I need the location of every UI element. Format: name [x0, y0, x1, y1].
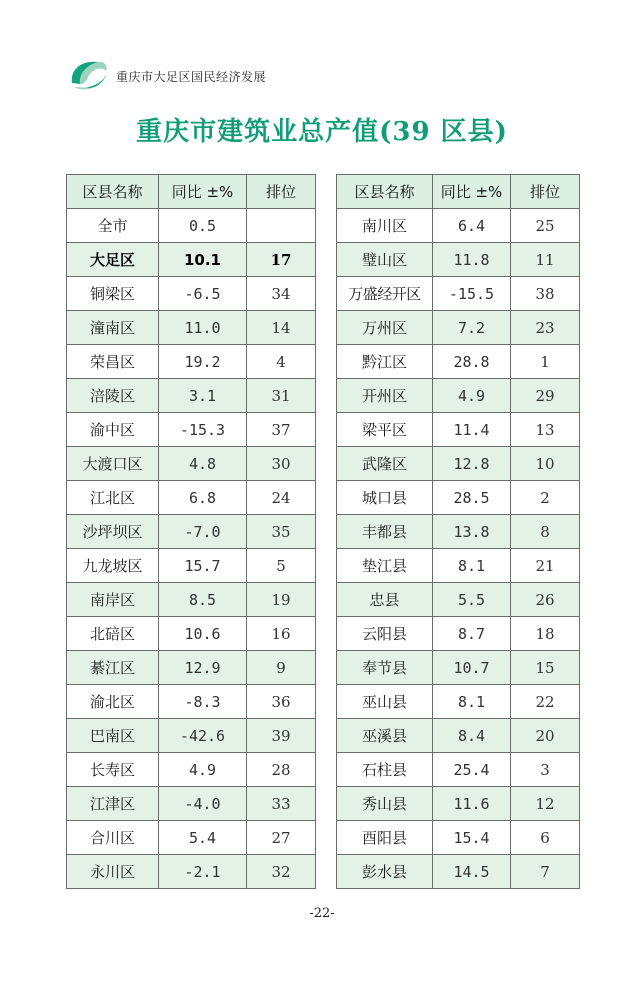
rank-cell: 9 — [247, 651, 316, 685]
table-row — [337, 787, 580, 821]
table-row — [337, 345, 580, 379]
rank-cell: 23 — [511, 311, 580, 345]
yoy-change-cell: 28.5 — [433, 481, 511, 515]
yoy-change-cell: 7.2 — [433, 311, 511, 345]
rank-cell: 11 — [511, 243, 580, 277]
table-row — [67, 651, 316, 685]
table-row — [337, 651, 580, 685]
rank-cell: 29 — [511, 379, 580, 413]
page-title: 重庆市建筑业总产值(39 区县) — [136, 117, 508, 147]
rank-cell: 12 — [511, 787, 580, 821]
table-row — [67, 345, 316, 379]
yoy-change-cell: 12.8 — [433, 447, 511, 481]
district-name-cell: 北碚区 — [67, 617, 159, 651]
rank-cell: 5 — [247, 549, 316, 583]
table-row — [337, 243, 580, 277]
table-row — [67, 617, 316, 651]
district-name-cell: 万州区 — [337, 311, 433, 345]
rank-cell: 36 — [247, 685, 316, 719]
rank-cell: 14 — [247, 311, 316, 345]
district-name-cell: 黔江区 — [337, 345, 433, 379]
yoy-change-cell: 10.6 — [159, 617, 247, 651]
table-row — [337, 413, 580, 447]
yoy-change-cell: 6.4 — [433, 209, 511, 243]
district-name-cell: 江津区 — [67, 787, 159, 821]
column-header-change: 同比 ±% — [159, 175, 247, 209]
rank-cell: 8 — [511, 515, 580, 549]
yoy-change-cell: 28.8 — [433, 345, 511, 379]
column-header-rank: 排位 — [511, 175, 580, 209]
yoy-change-cell: 8.1 — [433, 549, 511, 583]
district-name-cell: 万盛经开区 — [337, 277, 433, 311]
rank-cell: 2 — [511, 481, 580, 515]
rank-cell: 22 — [511, 685, 580, 719]
rank-cell: 24 — [247, 481, 316, 515]
table-header-row — [337, 175, 580, 209]
table-row — [67, 821, 316, 855]
rank-cell: 4 — [247, 345, 316, 379]
table-row — [67, 311, 316, 345]
table-row — [337, 583, 580, 617]
district-name-cell: 南岸区 — [67, 583, 159, 617]
district-name-cell: 涪陵区 — [67, 379, 159, 413]
district-name-cell: 巫溪县 — [337, 719, 433, 753]
rank-cell — [247, 209, 316, 243]
yoy-change-cell: 13.8 — [433, 515, 511, 549]
rank-cell: 18 — [511, 617, 580, 651]
district-name-cell: 开州区 — [337, 379, 433, 413]
district-name-cell: 璧山区 — [337, 243, 433, 277]
district-name-cell: 忠县 — [337, 583, 433, 617]
table-row — [67, 719, 316, 753]
table-row — [337, 855, 580, 889]
rank-cell: 21 — [511, 549, 580, 583]
rank-cell: 38 — [511, 277, 580, 311]
page-number: -22- — [309, 906, 335, 921]
table-row — [67, 243, 316, 277]
district-name-cell: 潼南区 — [67, 311, 159, 345]
yoy-change-cell: 25.4 — [433, 753, 511, 787]
yoy-change-cell: -2.1 — [159, 855, 247, 889]
table-row — [67, 515, 316, 549]
table-row — [67, 753, 316, 787]
table-row — [337, 379, 580, 413]
rank-cell: 6 — [511, 821, 580, 855]
district-name-cell: 南川区 — [337, 209, 433, 243]
yoy-change-cell: 10.7 — [433, 651, 511, 685]
table-row — [337, 719, 580, 753]
yoy-change-cell: 4.9 — [159, 753, 247, 787]
rank-cell: 27 — [247, 821, 316, 855]
table-row — [67, 209, 316, 243]
rank-cell: 25 — [511, 209, 580, 243]
yoy-change-cell: 8.1 — [433, 685, 511, 719]
table-row — [337, 753, 580, 787]
yoy-change-cell: 11.4 — [433, 413, 511, 447]
yoy-change-cell: -15.5 — [433, 277, 511, 311]
table-row — [67, 583, 316, 617]
table-row — [337, 481, 580, 515]
right-data-table — [336, 174, 580, 889]
rank-cell: 7 — [511, 855, 580, 889]
yoy-change-cell: 19.2 — [159, 345, 247, 379]
yoy-change-cell: 4.9 — [433, 379, 511, 413]
table-row — [67, 481, 316, 515]
yoy-change-cell: 3.1 — [159, 379, 247, 413]
yoy-change-cell: -8.3 — [159, 685, 247, 719]
table-row — [67, 787, 316, 821]
rank-cell: 17 — [247, 243, 316, 277]
rank-cell: 37 — [247, 413, 316, 447]
table-row — [67, 685, 316, 719]
rank-cell: 1 — [511, 345, 580, 379]
yoy-change-cell: 5.4 — [159, 821, 247, 855]
district-name-cell: 武隆区 — [337, 447, 433, 481]
yoy-change-cell: 11.6 — [433, 787, 511, 821]
table-header-row — [67, 175, 316, 209]
table-row — [67, 549, 316, 583]
rank-cell: 34 — [247, 277, 316, 311]
yoy-change-cell: 4.8 — [159, 447, 247, 481]
district-name-cell: 全市 — [67, 209, 159, 243]
rank-cell: 32 — [247, 855, 316, 889]
table-row — [337, 277, 580, 311]
yoy-change-cell: 12.9 — [159, 651, 247, 685]
yoy-change-cell: 8.7 — [433, 617, 511, 651]
district-name-cell: 巫山县 — [337, 685, 433, 719]
column-header-rank: 排位 — [247, 175, 316, 209]
table-row — [337, 209, 580, 243]
table-row — [67, 447, 316, 481]
district-name-cell: 綦江区 — [67, 651, 159, 685]
table-row — [337, 617, 580, 651]
district-name-cell: 大渡口区 — [67, 447, 159, 481]
yoy-change-cell: 10.1 — [159, 243, 247, 277]
district-name-cell: 巴南区 — [67, 719, 159, 753]
rank-cell: 35 — [247, 515, 316, 549]
rank-cell: 3 — [511, 753, 580, 787]
rank-cell: 26 — [511, 583, 580, 617]
rank-cell: 31 — [247, 379, 316, 413]
column-header-name: 区县名称 — [337, 175, 433, 209]
district-name-cell: 秀山县 — [337, 787, 433, 821]
yoy-change-cell: -6.5 — [159, 277, 247, 311]
table-row — [67, 379, 316, 413]
district-name-cell: 江北区 — [67, 481, 159, 515]
yoy-change-cell: -15.3 — [159, 413, 247, 447]
rank-cell: 10 — [511, 447, 580, 481]
header-title: 重庆市大足区国民经济发展 — [116, 69, 267, 84]
district-name-cell: 合川区 — [67, 821, 159, 855]
yoy-change-cell: 15.7 — [159, 549, 247, 583]
yoy-change-cell: 11.0 — [159, 311, 247, 345]
column-header-name: 区县名称 — [67, 175, 159, 209]
table-row — [337, 515, 580, 549]
left-data-table — [66, 174, 316, 889]
yoy-change-cell: 8.4 — [433, 719, 511, 753]
rank-cell: 33 — [247, 787, 316, 821]
district-name-cell: 石柱县 — [337, 753, 433, 787]
table-row — [337, 549, 580, 583]
yoy-change-cell: -7.0 — [159, 515, 247, 549]
table-row — [67, 413, 316, 447]
table-row — [67, 855, 316, 889]
yoy-change-cell: 8.5 — [159, 583, 247, 617]
district-name-cell: 渝中区 — [67, 413, 159, 447]
rank-cell: 39 — [247, 719, 316, 753]
district-name-cell: 丰都县 — [337, 515, 433, 549]
table-row — [67, 277, 316, 311]
rank-cell: 20 — [511, 719, 580, 753]
district-name-cell: 荣昌区 — [67, 345, 159, 379]
yoy-change-cell: 14.5 — [433, 855, 511, 889]
yoy-change-cell: 5.5 — [433, 583, 511, 617]
column-header-change: 同比 ±% — [433, 175, 511, 209]
district-name-cell: 奉节县 — [337, 651, 433, 685]
district-name-cell: 大足区 — [67, 243, 159, 277]
yoy-change-cell: 6.8 — [159, 481, 247, 515]
district-name-cell: 永川区 — [67, 855, 159, 889]
rank-cell: 16 — [247, 617, 316, 651]
yoy-change-cell: -42.6 — [159, 719, 247, 753]
rank-cell: 13 — [511, 413, 580, 447]
rank-cell: 15 — [511, 651, 580, 685]
table-row — [337, 311, 580, 345]
rank-cell: 19 — [247, 583, 316, 617]
district-name-cell: 沙坪坝区 — [67, 515, 159, 549]
yoy-change-cell: 0.5 — [159, 209, 247, 243]
rank-cell: 30 — [247, 447, 316, 481]
yoy-change-cell: 15.4 — [433, 821, 511, 855]
district-name-cell: 彭水县 — [337, 855, 433, 889]
table-row — [337, 685, 580, 719]
table-row — [337, 821, 580, 855]
yoy-change-cell: -4.0 — [159, 787, 247, 821]
district-name-cell: 长寿区 — [67, 753, 159, 787]
district-name-cell: 酉阳县 — [337, 821, 433, 855]
district-name-cell: 城口县 — [337, 481, 433, 515]
rank-cell: 28 — [247, 753, 316, 787]
yoy-change-cell: 11.8 — [433, 243, 511, 277]
district-name-cell: 九龙坡区 — [67, 549, 159, 583]
district-name-cell: 渝北区 — [67, 685, 159, 719]
district-name-cell: 云阳县 — [337, 617, 433, 651]
table-row — [337, 447, 580, 481]
district-name-cell: 铜梁区 — [67, 277, 159, 311]
logo-icon — [66, 57, 110, 93]
district-name-cell: 梁平区 — [337, 413, 433, 447]
district-name-cell: 垫江县 — [337, 549, 433, 583]
page-header — [66, 56, 266, 94]
